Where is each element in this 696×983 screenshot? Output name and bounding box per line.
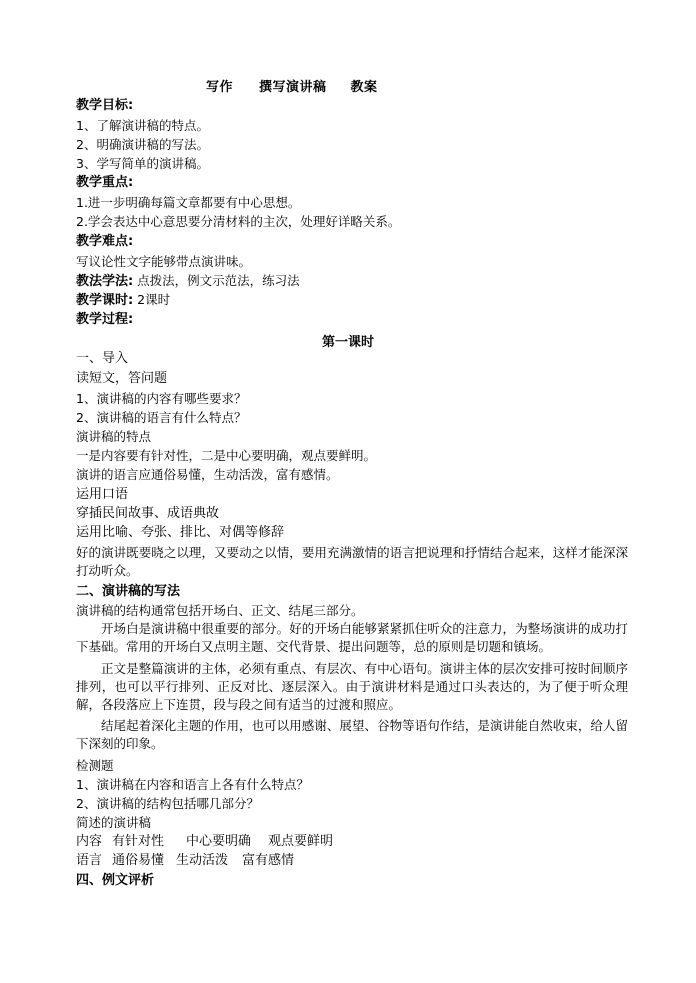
hours-line (76, 291, 170, 309)
intro-line-2: 1、演讲稿的内容有哪些要求？ (76, 391, 247, 406)
goal-item-1: 1、了解演讲稿的特点。 (76, 118, 209, 133)
key-point-1: 1.进一步明确每篇文章都要有中心思想。 (76, 195, 301, 210)
hours-text: 2课时 (133, 292, 171, 307)
key-points-heading: 教学重点: (76, 175, 134, 190)
intro-line-3: 2、演讲稿的语言有什么特点？ (76, 410, 247, 425)
summary-row-1-label: 内容 (76, 834, 103, 849)
feature-line-4: 穿插民间故事、成语典故 (76, 506, 220, 521)
hours-label: 教学课时: (76, 293, 134, 308)
features-paragraph: 好的演讲既要晓之以理，又要动之以情，要用充满激情的语言把说理和抒情结合起来，这样才能深深打动听众。 (76, 545, 628, 578)
summary-heading: 简述的演讲稿 (76, 815, 152, 830)
writing-structure-line: 演讲稿的结构通常包括开场白、正文、结尾三部分。 (76, 603, 364, 618)
summary-row-2-a: 通俗易懂 (112, 853, 165, 868)
goal-item-3: 3、学写简单的演讲稿。 (76, 156, 209, 171)
feature-line-5: 运用比喻、夸张、排比、对偶等修辞 (76, 525, 285, 540)
summary-row-2-label: 语言 (76, 853, 103, 868)
summary-row-2-b: 生动活泼 (176, 853, 229, 868)
goals-heading: 教学目标: (76, 98, 134, 113)
example-heading: 四、例文评析 (76, 873, 155, 888)
lesson-1-heading: 第一课时 (321, 335, 374, 350)
feature-line-1: 一是内容要有针对性，二是中心要明确，观点要鲜明。 (76, 448, 377, 463)
methods-label: 教法学法: (76, 274, 134, 289)
summary-row-content (76, 833, 333, 850)
intro-line-1: 读短文，答问题 (76, 371, 168, 386)
intro-heading: 一、导入 (76, 351, 129, 366)
process-heading: 教学过程: (76, 312, 134, 327)
methods-line (76, 272, 300, 290)
feature-line-2: 演讲的语言应通俗易懂，生动活泼，富有感情。 (76, 467, 339, 482)
methods-text: 点拨法，例文示范法，练习法 (133, 273, 300, 288)
title-part-1: 写作 (206, 80, 234, 95)
writing-heading: 二、演讲稿的写法 (76, 584, 181, 599)
summary-row-1-a: 有针对性 (112, 834, 165, 849)
difficulty-heading: 教学难点: (76, 234, 134, 249)
goal-item-2: 2、明确演讲稿的写法。 (76, 137, 209, 152)
key-point-2: 2.学会表达中心意思要分清材料的主次，处理好详略关系。 (76, 214, 401, 229)
feature-line-3: 运用口语 (76, 487, 129, 502)
summary-row-1-b: 中心要明确 (186, 834, 252, 849)
difficulty-text: 写议论性文字能够带点演讲味。 (76, 254, 252, 269)
summary-row-language (76, 852, 294, 869)
summary-row-2-c: 富有感情 (242, 853, 295, 868)
title-part-2: 撰写演讲稿 (259, 80, 327, 95)
check-line-1: 1、演讲稿在内容和语言上各有什么特点？ (76, 777, 309, 792)
check-line-2: 2、演讲稿的结构包括哪几部分？ (76, 796, 259, 811)
document-title (206, 76, 378, 95)
features-heading: 演讲稿的特点 (76, 429, 152, 444)
writing-paragraph-opening: 开场白是演讲稿中很重要的部分。好的开场白能够紧紧抓住听众的注意力，为整场演讲的成功打下基础。常用的开场白又点明主题、交代背景、提出问题等，总的原则是切题和镇场。 (76, 621, 628, 654)
title-part-3: 教案 (350, 80, 378, 95)
summary-row-1-c: 观点要鲜明 (268, 834, 334, 849)
writing-paragraph-ending: 结尾起着深化主题的作用，也可以用感谢、展望、谷物等语句作结，是演讲能自然收束，给人留下深刻的印象。 (76, 718, 628, 751)
writing-paragraph-body: 正文是整篇演讲的主体，必须有重点、有层次、有中心语句。演讲主体的层次安排可按时间顺序排列，也可以平行排列、正反对比、逐层深入。由于演讲材料是通过口头表达的，为了便于听众理解，各段落应上下连贯，段与段之间有适当的过渡和照应。 (76, 661, 628, 712)
check-heading: 检测题 (76, 758, 114, 773)
